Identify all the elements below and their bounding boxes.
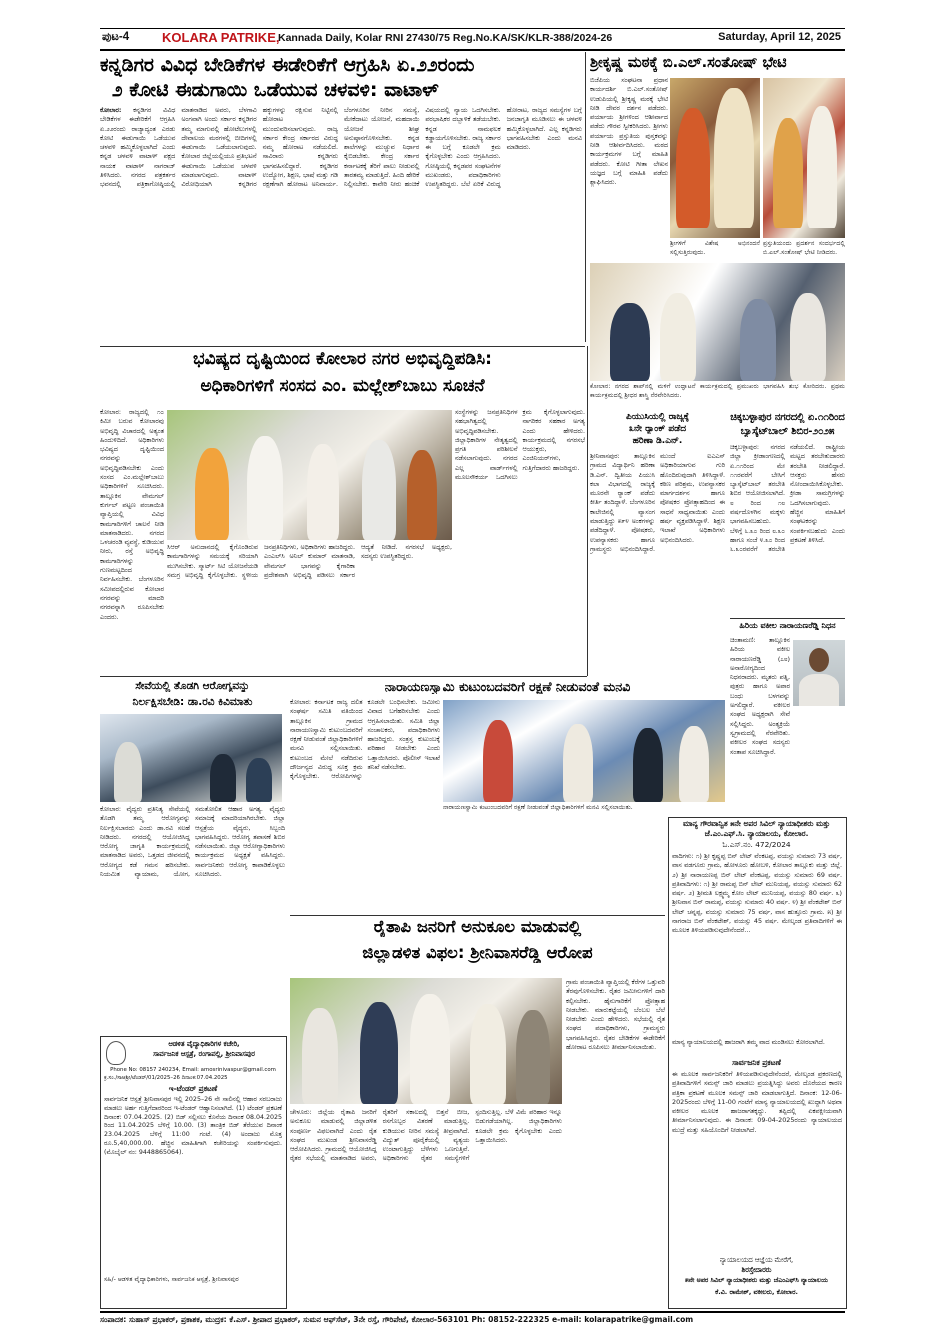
figure-audience [246,758,272,802]
court-notice-court: ೫ನೇ ಅಪರ ಸಿವಿಲ್ ನ್ಯಾಯಾಧೀಶರು ಮತ್ತು ಜೆಎಂಎಫ್‌ಸಿ ನ್ಯಾಯಾಲಯ [685,1276,828,1284]
story3-headline-line1: ಭವಿಷ್ಯದ ದೃಷ್ಟಿಯಿಂದ ಕೋಲಾರ ನಗರ ಅಭಿವೃದ್ಧಿಪಡಿಸಿ: [193,350,492,369]
figure-man [470,1004,506,1104]
figure-man-dark [633,728,663,802]
court-notice-advocate: ಕೆ.ವಿ. ರಾಮೇಶ್, ವಕೀಲರು, ಕೋಲಾರ. [715,1288,798,1296]
story2-photo-swami [670,78,760,238]
story8-headline-line2: ಜಿಲ್ಲಾಡಳಿತ ವಿಫಲ: ಶ್ರೀನಿವಾಸರೆಡ್ಡಿ ಆರೋಪ [362,944,593,962]
figure-official [307,444,339,540]
story7-caption: ನಾರಾಯಣಸ್ವಾಮಿ ಕುಟುಂಬದವರಿಗೆ ರಕ್ಷಣೆ ನೀಡುವಂತೆ ಜಿಲ್ಲಾಧಿಕಾರಿಗಳಿಗೆ ಮನವಿ ಸಲ್ಲಿಸಲಾಯಿತು. [443,804,633,811]
story4-body: ಶ್ರೀನಿವಾಸಪುರ: ತಾಲ್ಲೂಕಿನ ಗ್ರಾಮದ ವಿದ್ಯಾರ್ಥಿನಿ ಹರಿಣಾ ಡಿ.ಎನ್. ದ್ವಿತೀಯ ಪಿಯುಸಿ ಕಲಾ ವಿಭಾಗದಲ್ಲಿ ರಾಜ್ಯಕ್ಕೆ ಮೂರನೇ ರ್‍ಯಾಂಕ್ ಪಡೆದು ಕೀರ್ತಿ ತಂದಿದ್ದಾಳೆ. ಬೆಂಗಳೂರಿನ ಕಾಲೇಜಿನಲ್ಲಿ ವ್ಯಾಸಂಗ ಮಾಡುತ್ತಿದ್ದು ೫೯೪ ಅಂಕಗಳನ್ನು ಪಡೆದಿದ್ದಾಳೆ. ಪೋಷಕರು, ಉಪನ್ಯಾಸಕರು ಹಾಗೂ ಗ್ರಾಮಸ್ಥರು ಅಭಿನಂದಿಸಿದ್ದಾರೆ. ಮುಂದೆ ಐಎಎಸ್ ಅಧಿಕಾರಿಯಾಗುವ ಗುರಿ ಹೊಂದಿರುವುದಾಗಿ ತಿಳಿಸಿದ್ದಾಳೆ. ಕಠಿಣ ಪರಿಶ್ರಮ, ಉಪನ್ಯಾಸಕರ ಮಾರ್ಗದರ್ಶನ ಹಾಗೂ ಪೋಷಕರ ಪ್ರೋತ್ಸಾಹದಿಂದ ಈ ಸಾಧನೆ ಸಾಧ್ಯವಾಯಿತು ಎಂದು ಹರ್ಷ ವ್ಯಕ್ತಪಡಿಸಿದ್ದಾಳೆ. ಶಿಕ್ಷಣ ಇಲಾಖೆ ಅಧಿಕಾರಿಗಳು ಅಭಿನಂದಿಸಿದರು. [590,452,725,553]
story5-headline-line2: ಬ್ಯಾಸ್ಕೆಟ್‌ಬಾಲ್ ಶಿಬಿರ-೨೦೨೫ [740,426,835,437]
government-emblem-icon [106,1041,126,1065]
story1-text: ಕನ್ನಡಿಗರ ವಿವಿಧ ಬೇಡಿಕೆಗಳ ಈಡೇರಿಕೆಗೆ ಆಗ್ರಹಿಸಿ ಏ.೨೨ರಂದು ರಾಜ್ಯಾದ್ಯಂತ ಎರಡು ಕೋಟಿ ಈಡುಗಾಯಿ ಒಡೆಯುವ ಚಳವಳಿ ಹಮ್ಮಿಕೊಳ್ಳಲಾಗಿದೆ ಎಂದು ಕನ್ನಡ ಚಳವಳಿ ವಾಟಾಳ್ ಪಕ್ಷದ ನಾಯಕ ವಾಟಾಳ್ ನಾಗರಾಜ್ ತಿಳಿಸಿದರು. ನಗರದ ಪತ್ರಕರ್ತರ ಭವನದಲ್ಲಿ ಪತ್ರಿಕಾಗೋಷ್ಠಿಯಲ್ಲಿ ಮಾತನಾಡಿದ ಅವರು, ಬೆಳಗಾವಿ ಅಂಗವಾಗಿ ಅಂದು ಸರ್ಕಾರ ಕನ್ನಡಿಗರ ತಮ್ಮ ಮಾಗುವಲ್ಲಿ ಹೋಟೆಲುಗಳಲ್ಲಿ ದೇವಾಲಯ ಮಠಗಳಲ್ಲಿ ಬೀದಿಗಳಲ್ಲಿ ಈಡುಗಾಯಿ ಒಡೆಯಲಾಗುವುದು. ಕೋಲಾರ ಜಿಲ್ಲೆಯಲ್ಲಿಯೂ ಪ್ರತಿಭಟನೆ ಈಡುಗಾಯಿ ಒಡೆಯುವ ಚಳವಳಿ ಮಾಡಲಾಗುವುದು. ವಾಟಾಳ್ ವಿರೋಧಿಯಾಗಿ ಕನ್ನಡಿಗರ ಹಕ್ಕುಗಳನ್ನು ರಕ್ಷಿಸುವ ನಿಟ್ಟಿನಲ್ಲಿ ಹೋರಾಟ ಮುಂದುವರಿಸಲಾಗುವುದು. ರಾಜ್ಯ ಸರ್ಕಾರ ಕೇಂದ್ರ ಸರ್ಕಾರದ ವಿರುದ್ಧ ನಮ್ಮ ಹೋರಾಟ ನಡೆಯಲಿದೆ. ಸಾವಿರಾರು ಕನ್ನಡಿಗರು ಭಾಗವಹಿಸಲಿದ್ದಾರೆ. ಕನ್ನಡಿಗರ ಉದ್ಯೋಗ, ಶಿಕ್ಷಣ, ಭಾಷೆ ಮತ್ತು ಗಡಿ ರಕ್ಷಣೆಗಾಗಿ ಹೋರಾಟ ಅನಿವಾರ್ಯ. ಬೆಂಗಳೂರಿನ ನೀರಿನ ಸಮಸ್ಯೆ, ಮೇಕೆದಾಟು ಯೋಜನೆ, ಮಹದಾಯಿ ಯೋಜನೆ ಶೀಘ್ರ ಅನುಷ್ಠಾನಗೊಳಿಸಬೇಕು. ಕನ್ನಡ ಶಾಲೆಗಳನ್ನು ಮುಚ್ಚುವ ನಿರ್ಧಾರ ಕೈಬಿಡಬೇಕು. ಕೇಂದ್ರ ಸರ್ಕಾರ ಕರ್ನಾಟಕಕ್ಕೆ ತೆರಿಗೆ ಪಾಲು ನೀಡುವಲ್ಲಿ ತಾರತಮ್ಯ ಮಾಡುತ್ತಿದೆ. ಹಿಂದಿ ಹೇರಿಕೆ ನಿಲ್ಲಿಸಬೇಕು. ಕಾವೇರಿ ನೀರು ಹಂಚಿಕೆ ವಿಷಯದಲ್ಲಿ ನ್ಯಾಯ ಒದಗಿಸಬೇಕು. ಪರಭಾಷಿಕರ ದಬ್ಬಾಳಿಕೆ ತಡೆಯಬೇಕು. ಕನ್ನಡ ನಾಮಫಲಕ ಕಡ್ಡಾಯಗೊಳಿಸಬೇಕು. ರಾಜ್ಯ ಸರ್ಕಾರ ಈ ಬಗ್ಗೆ ಕೂಡಲೇ ಕ್ರಮ ಕೈಗೊಳ್ಳಬೇಕು ಎಂದು ಆಗ್ರಹಿಸಿದರು. ಗೋಷ್ಠಿಯಲ್ಲಿ ಕನ್ನಡಪರ ಸಂಘಟನೆಗಳ ಮುಖಂಡರು, ಪದಾಧಿಕಾರಿಗಳು ಉಪಸ್ಥಿತರಿದ್ದರು. ಬೆಲೆ ಏರಿಕೆ ವಿರುದ್ಧ ಹೋರಾಟ, ರಾಜ್ಯದ ಸಮಸ್ಯೆಗಳ ಬಗ್ಗೆ ಜನಜಾಗೃತಿ ಮೂಡಿಸಲು ಈ ಚಳವಳಿ ಹಮ್ಮಿಕೊಳ್ಳಲಾಗಿದೆ. ಎಲ್ಲ ಕನ್ನಡಿಗರು ಭಾಗವಹಿಸಬೇಕು ಎಂದು ಮನವಿ ಮಾಡಿದರು. [100,106,582,189]
story8-text-mid: ವಿದ್ಯುತ್ ಪೂರೈಕೆಯಲ್ಲಿ ವ್ಯತ್ಯಯ ಉಂಟಾಗುತ್ತಿದ್ದು ಬೆಳೆಗಳು ಒಣಗುತ್ತಿವೆ. ಅಧಿಕಾರಿಗಳು ರೈತರ ಸಮಸ್ಯೆಗಳಿಗೆ ಸ್ಪಂದಿಸುತ್ತಿಲ್ಲ. ಬೆಳೆ ವಿಮೆ ಪರಿಹಾರ ಇನ್ನೂ ಬಿಡುಗಡೆಯಾಗಿಲ್ಲ. ಜಿಲ್ಲಾಧಿಕಾರಿಗಳು ಕೂಡಲೇ ಕ್ರಮ ಕೈಗೊಳ್ಳಬೇಕು ಎಂದು ಒತ್ತಾಯಿಸಿದರು. [382,1108,562,1163]
story6-body: ಕೋಲಾರ: ವೈದ್ಯರು ಪ್ರತಿನಿತ್ಯ ಸೇವೆಯಲ್ಲಿ ತೊಡಗಿ ತಮ್ಮ ಆರೋಗ್ಯವನ್ನು ನಿರ್ಲಕ್ಷಿಸಬಾರದು ಎಂದು ಡಾ.ರವಿ ಸಲಹೆ ನೀಡಿದರು. ನಗರದಲ್ಲಿ ಆಯೋಜಿಸಿದ್ದ ಆರೋಗ್ಯ ಜಾಗೃತಿ ಕಾರ್ಯಕ್ರಮದಲ್ಲಿ ಮಾತನಾಡಿದ ಅವರು, ಒತ್ತಡದ ಜೀವನದಲ್ಲಿ ಆರೋಗ್ಯದ ಕಡೆ ಗಮನ ಹರಿಸಬೇಕು. ನಿಯಮಿತ ವ್ಯಾಯಾಮ, ಯೋಗ, ಸಮತೋಲಿತ ಆಹಾರ ಅಗತ್ಯ. ವೈದ್ಯರು ಸಮಾಜಕ್ಕೆ ಮಾದರಿಯಾಗಿರಬೇಕು. ಜಿಲ್ಲಾ ಆಸ್ಪತ್ರೆಯ ವೈದ್ಯರು, ಸಿಬ್ಬಂದಿ ಭಾಗವಹಿಸಿದ್ದರು. ಆರೋಗ್ಯ ತಪಾಸಣೆ ಶಿಬಿರ ನಡೆಸಲಾಯಿತು. ಜಿಲ್ಲಾ ಆರೋಗ್ಯಾಧಿಕಾರಿಗಳು ಕಾರ್ಯಕ್ರಮದ ಅಧ್ಯಕ್ಷತೆ ವಹಿಸಿದ್ದರು. ಸಾರ್ವಜನಿಕರು ಆರೋಗ್ಯ ಕಾಪಾಡಿಕೊಳ್ಳಲು ಸೂಚಿಸಿದರು. [100,805,285,879]
story4-headline-line3: ಹರಿಣಾ ಡಿ.ಎನ್. [632,436,683,446]
court-notice-body: ವಾದಿಗಳು: ೧) ಶ್ರೀ ಕೃಷ್ಣಪ್ಪ ಬಿನ್ ಲೇಟ್ ವೆಂಕಟಪ್ಪ, ವಯಸ್ಸು ಸುಮಾರು 73 ವರ್ಷ, ವಾಸ ವಡಗೂರು ಗ್ರಾಮ, ಹೋಳೂರು ಹೋಬಳಿ, ಕೋಲಾರ ತಾಲ್ಲೂಕು ಮತ್ತು ಜಿಲ್ಲೆ. ೨) ಶ್ರೀ ನಾರಾಯಣಪ್ಪ ಬಿನ್ ಲೇಟ್ ವೆಂಕಟಪ್ಪ, ವಯಸ್ಸು ಸುಮಾರು 69 ವರ್ಷ. ಪ್ರತಿವಾದಿಗಳು: ೧) ಶ್ರೀ ರಾಮಪ್ಪ ಬಿನ್ ಲೇಟ್ ಮುನಿಯಪ್ಪ, ವಯಸ್ಸು ಸುಮಾರು 62 ವರ್ಷ. ೨) ಶ್ರೀಮತಿ ಲಕ್ಷ್ಮಮ್ಮ ಕೋಂ ಲೇಟ್ ಮುನಿಯಪ್ಪ, ವಯಸ್ಸು 80 ವರ್ಷ. ೩) ಶ್ರೀನಿವಾಸ ಬಿನ್ ರಾಮಪ್ಪ, ವಯಸ್ಸು ಸುಮಾರು 40 ವರ್ಷ. ೪) ಶ್ರೀ ವೆಂಕಟೇಶ್ ಬಿನ್ ಲೇಟ್ ಚನ್ನಪ್ಪ, ವಯಸ್ಸು ಸುಮಾರು 75 ವರ್ಷ, ವಾಸ ಹುತ್ತೂರು ಗ್ರಾಮ. ೫) ಶ್ರೀ ನಾಗರಾಜ ಬಿನ್ ವೆಂಕಟೇಶ್, ವಯಸ್ಸು 45 ವರ್ಷ. ಮೇಲ್ಕಂಡ ಪ್ರತಿವಾದಿಗಳಿಗೆ ಈ ಮೂಲಕ ತಿಳಿಯಪಡಿಸುವುದೇನೆಂದರೆ... [672,852,842,935]
section-divider [290,915,665,916]
tender-ref: ಕ್ರ.ಸಂ./ಸಾಆಶ್ರೀ/ಟೆಂಡರ್/01/2025–26 ದಿನಾಂಕ:07.04.2025 [104,1075,228,1081]
story3-body-left: ಕೋಲಾರ: ರಾಜ್ಯದಲ್ಲಿ ೧೦ ಕಿಮೀ ಬರುವ ಕೋಲಾರವು ಅಭಿವೃದ್ಧಿ ವಿಚಾರದಲ್ಲಿ ಅತ್ಯಂತ ಹಿಂದುಳಿದಿದೆ. ಅಧಿಕಾರಿಗಳು ಭವಿಷ್ಯದ ದೃಷ್ಟಿಯಿಂದ ನಗರವನ್ನು ಅಭಿವೃದ್ಧಿಪಡಿಸಬೇಕು ಎಂದು ಸಂಸದ ಎಂ.ಮಲ್ಲೇಶ್‌ಬಾಬು ಅಧಿಕಾರಿಗಳಿಗೆ ಸೂಚಿಸಿದರು. ತಾಲ್ಲೂಕಿನ ವೇಮಗಲ್ ಕುರ್ಗಲ್ ಪಟ್ಟಣ ಪಂಚಾಯಿತಿ ವ್ಯಾಪ್ತಿಯಲ್ಲಿ ವಿವಿಧ ಕಾಮಗಾರಿಗಳಿಗೆ ಚಾಲನೆ ನೀಡಿ ಮಾತನಾಡಿದರು. ನಗರದ ಒಳಚರಂಡಿ ವ್ಯವಸ್ಥೆ, ಕುಡಿಯುವ ನೀರು, ರಸ್ತೆ ಅಭಿವೃದ್ಧಿ ಕಾಮಗಾರಿಗಳನ್ನು ಗುಣಮಟ್ಟದಿಂದ ನಿರ್ವಹಿಸಬೇಕು. ಬೆಂಗಳೂರಿನ ಸಮೀಪದಲ್ಲಿರುವ ಕೋಲಾರ ನಗರವನ್ನು ಮಾದರಿ ನಗರವನ್ನಾಗಿ ರೂಪಿಸಬೇಕು ಎಂದರು. [100,408,164,621]
masthead [100,28,845,51]
portrait-shirt [799,674,839,706]
figure-elder [516,1010,550,1104]
story5-body: ಚಿಕ್ಕಬಳ್ಳಾಪುರ: ನಗರದ ಜಿಲ್ಲಾ ಕ್ರೀಡಾಂಗಣದಲ್ಲಿ ಏ.೧೧ರಿಂದ ಮೇ ೧೧ರವರೆಗೆ ಬೇಸಿಗೆ ಬ್ಯಾಸ್ಕೆಟ್‌ಬಾಲ್ ತರಬೇತಿ ಶಿಬಿರ ಆಯೋಜಿಸಲಾಗಿದೆ. ೮ ರಿಂದ ೧೮ ವರ್ಷದೊಳಗಿನ ಮಕ್ಕಳು ಭಾಗವಹಿಸಬಹುದು. ಬೆಳಿಗ್ಗೆ ೬.೩೦ ರಿಂದ ೮.೩೦ ಹಾಗೂ ಸಂಜೆ ೪.೩೦ ರಿಂದ ೬.೩೦ರವರೆಗೆ ತರಬೇತಿ ನಡೆಯಲಿದೆ. ರಾಷ್ಟ್ರೀಯ ಮಟ್ಟದ ತರಬೇತುದಾರರು ತರಬೇತಿ ನೀಡಲಿದ್ದಾರೆ. ಆಸಕ್ತರು ಹೆಸರು ನೋಂದಾಯಿಸಿಕೊಳ್ಳಬೇಕು. ಕ್ರೀಡಾ ಸಾಮಗ್ರಿಗಳನ್ನು ಒದಗಿಸಲಾಗುವುದು. ಹೆಚ್ಚಿನ ಮಾಹಿತಿಗೆ ಸಂಘಟಕರನ್ನು ಸಂಪರ್ಕಿಸಬಹುದು ಎಂದು ಪ್ರಕಟಣೆ ತಿಳಿಸಿದೆ. [730,443,845,554]
figure-man [302,1008,338,1104]
story7-headline: ನಾರಾಯಣಸ್ವಾಮಿ ಕುಟುಂಬದವರಿಗೆ ರಕ್ಷಣೆ ನೀಡುವಂತೆ ಮನವಿ [384,680,631,694]
figure-suit [610,303,650,381]
story3-photo [167,410,452,540]
newspaper-info: Kannada Daily, Kolar RNI 27430/75 Reg.No.KA/SK/KLR-388/2024-26 [278,32,613,44]
story8-headline-line1: ರೈತಾಪಿ ಜನರಿಗೆ ಅನುಕೂಲ ಮಾಡುವಲ್ಲಿ [373,918,582,936]
story1-headline-line2: ೨ ಕೋಟಿ ಈಡುಗಾಯಿ ಒಡೆಯುವ ಚಳವಳಿ: ವಾಟಾಳ್ [112,80,439,101]
story3-body-mid: ಸಿಆರ್ ಅನುದಾನದಲ್ಲಿ ಕೈಗೊಂಡಿರುವ ಕಾಮಗಾರಿಗಳನ್ನು ಸಮಯಕ್ಕೆ ಸರಿಯಾಗಿ ಮುಗಿಸಬೇಕು. ಸ್ಮಾರ್ಟ್ ಸಿಟಿ ಯೋಜನೆಯಡಿ ಸಮಗ್ರ ಅಭಿವೃದ್ಧಿ ಕೈಗೊಳ್ಳಬೇಕು. ಸ್ಥಳೀಯ ಜನಪ್ರತಿನಿಧಿಗಳು, ಅಧಿಕಾರಿಗಳು ಹಾಜರಿದ್ದರು. ಎಂಎಲ್‌ಸಿ ಅನಿಲ್ ಕುಮಾರ್ ಮಾತನಾಡಿ, ವೇಮಗಲ್ ಭಾಗವನ್ನು ಕೈಗಾರಿಕಾ ಪ್ರದೇಶವಾಗಿ ಅಭಿವೃದ್ಧಿ ಪಡಿಸಲು ಸರ್ಕಾರ ಆದ್ಯತೆ ನೀಡಿದೆ. ನಗರಸಭೆ ಅಧ್ಯಕ್ಷರು, ಸದಸ್ಯರು ಉಪಸ್ಥಿತರಿದ್ದರು. [167,543,452,579]
story8-text-r1: ಗ್ರಾಮ ಪಂಚಾಯಿತಿ ವ್ಯಾಪ್ತಿಯಲ್ಲಿ ಕೆರೆಗಳ ಒತ್ತುವರಿ ತೆರವುಗೊಳಿಸಬೇಕು. ರೈತರ ಜಮೀನುಗಳಿಗೆ ದಾರಿ ಕಲ್ಪಿಸಬೇಕು. ಹೈನುಗಾರಿಕೆಗೆ ಪ್ರೋತ್ಸಾಹ ನೀಡಬೇಕು. ಮಾರುಕಟ್ಟೆಯಲ್ಲಿ ಬೆಂಬಲ ಬೆಲೆ ನೀಡಬೇಕು ಎಂದು ಹೇಳಿದರು. [566,978,665,1024]
court-notice-subtitle: ಸಾರ್ವಜನಿಕ ಪ್ರಕಟಣೆ [732,1058,781,1067]
court-notice-sign: ನ್ಯಾಯಾಲಯದ ಆಜ್ಞೆಯ ಮೇರೆಗೆ, [719,1256,794,1264]
figure-dhoti [660,293,696,381]
figure-priest [807,106,837,228]
court-notice-body2: ಈ ಮೂಲಕ ಸಾರ್ವಜನಿಕರಿಗೆ ತಿಳಿಯಪಡಿಸುವುದೇನೆಂದರೆ, ಮೇಲ್ಕಂಡ ಪ್ರಕರಣದಲ್ಲಿ ಪ್ರತಿವಾದಿಗಳಿಗೆ ಸಮನ್ಸ್ ಜಾರಿ ಮಾಡಲು ಪ್ರಯತ್ನಿಸಿದ್ದು ಅವರು ದೊರೆಯದ ಕಾರಣ ಪತ್ರಿಕಾ ಪ್ರಕಟಣೆ ಮೂಲಕ ಸಮನ್ಸ್ ಜಾರಿ ಮಾಡಲಾಗುತ್ತಿದೆ. ದಿನಾಂಕ: 12-06-2025ರಂದು ಬೆಳಿಗ್ಗೆ 11-00 ಗಂಟೆಗೆ ಮಾನ್ಯ ನ್ಯಾಯಾಲಯದಲ್ಲಿ ಖುದ್ದಾಗಿ ಅಥವಾ ವಕೀಲರ ಮೂಲಕ ಹಾಜರಾಗತಕ್ಕದ್ದು. ತಪ್ಪಿದಲ್ಲಿ ಏಕಪಕ್ಷೀಯವಾಗಿ ತೀರ್ಮಾನಿಸಲಾಗುವುದು. ಈ ದಿನಾಂಕ: 09-04-2025ರಂದು ನ್ಯಾಯಾಲಯದ ಮುದ್ರೆ ಮತ್ತು ಸಹಿಯೊಂದಿಗೆ ನೀಡಲಾಗಿದೆ. [672,1070,842,1134]
figure-audience [210,754,236,802]
court-notice-officer: ಶಿರಸ್ತೇದಾರರು [741,1266,772,1274]
story3-body-right: ಸಂಸ್ಥೆಗಳನ್ನು ಜನಪ್ರತಿನಿಧಿಗಳ ಸಹಭಾಗಿತ್ವದಲ್ಲಿ ಅಭಿವೃದ್ಧಿಪಡಿಸಬೇಕು. ಜಿಲ್ಲಾಧಿಕಾರಿಗಳ ನೇತೃತ್ವದಲ್ಲಿ ಪ್ರಗತಿ ಪರಿಶೀಲನೆ ನಡೆಸಲಾಗುವುದು. ನಗರದ ಎಲ್ಲ ವಾರ್ಡ್‌ಗಳಲ್ಲಿ ಮೂಲಸೌಕರ್ಯ ಒದಗಿಸಲು ಕ್ರಮ ಕೈಗೊಳ್ಳಲಾಗುವುದು. ನಾಗರಿಕರ ಸಹಕಾರ ಅಗತ್ಯ ಎಂದು ಹೇಳಿದರು. ಕಾರ್ಯಕ್ರಮದಲ್ಲಿ ನಗರಸಭೆ ಆಯುಕ್ತರು, ಎಂಜಿನಿಯರ್‌ಗಳು, ಗುತ್ತಿಗೆದಾರರು ಹಾಜರಿದ್ದರು. [455,408,585,482]
story4-headline-line2: ೩ನೇ ರ್‍ಯಾಂಕ್ ಪಡೆದ [628,424,687,434]
figure-man [563,724,593,802]
newspaper-name: KOLARA PATRIKE, [162,30,280,45]
story2-caption-left: ಶ್ರೀಗಳಿಗೆ ವಿಶೇಷ ಅಭಿನಂದನೆ ಸಲ್ಲಿಸುತ್ತಿರುವುದು. [670,240,760,256]
publication-date: Saturday, April 12, 2025 [718,31,841,43]
court-notice-plea: ಮಾನ್ಯ ನ್ಯಾಯಾಲಯದಲ್ಲಿ ಹಾಜರಾಗಿ ತಮ್ಮ ವಾದ ಮಂಡಿಸಲು ಕೋರಲಾಗಿದೆ. [672,1038,825,1046]
portrait-face [809,648,829,672]
column-divider [587,346,588,676]
story6-headline-line2: ನಿರ್ಲಕ್ಷಿಸಬೇಡಿ: ಡಾ.ರವಿ ಕಿವಿಮಾತು [132,696,253,708]
story2-body-left: ಬಿಜೆಪಿಯ ಸಂಘಟನಾ ಪ್ರಧಾನ ಕಾರ್ಯದರ್ಶಿ ಬಿ.ಎಲ್.ಸಂತೋಷ್ ಉಡುಪಿಯಲ್ಲಿ ಶ್ರೀಕೃಷ್ಣ ಮಠಕ್ಕೆ ಭೇಟಿ ನೀಡಿ ದೇವರ ದರ್ಶನ ಪಡೆದರು. ಪರ್ಯಾಯ ಶ್ರೀಗಳಿಂದ ಆಶೀರ್ವಾದ ಪಡೆದು ಗೌರವ ಸ್ವೀಕರಿಸಿದರು. ಶ್ರೀಗಳು ಪರ್ಯಾಯ ಪ್ರಸ್ತುತಿಯ ಪುಸ್ತಕವನ್ನು ನೀಡಿ ಆಶೀರ್ವದಿಸಿದರು. ಮಠದ ಕಾರ್ಯಕ್ರಮಗಳ ಬಗ್ಗೆ ಮಾಹಿತಿ ಪಡೆದರು. ಕೋಟಿ ಗೀತಾ ಲೇಖನ ಯಜ್ಞದ ಬಗ್ಗೆ ಮಾಹಿತಿ ಪಡೆದು ಶ್ಲಾಘಿಸಿದರು. [590,76,668,187]
court-notice-case: ಓ.ಎಸ್.ನಂ. 472/2024 [722,840,791,849]
story5-headline-line1: ಚಿಕ್ಕಬಳ್ಳಾಪುರ ನಗರದಲ್ಲಿ ಏ.೧೧ರಿಂದ [730,412,845,423]
page-number: ಪುಟ-4 [102,31,130,43]
story3-headline-line2: ಅಧಿಕಾರಿಗಳಿಗೆ ಸಂಸದ ಎಂ. ಮಲ್ಲೇಶ್‌ಬಾಬು ಸೂಚನೆ [200,377,485,396]
story1-headline-line1: ಕನ್ನಡಿಗರ ವಿವಿಧ ಬೇಡಿಕೆಗಳ ಈಡೇರಿಕೆಗೆ ಆಗ್ರಹಿಸಿ ಏ.೨೨ರಂದು [100,55,475,76]
story8-body-right [566,978,665,1308]
story2-caption-right: ಪ್ರಸ್ತುತಿಯಂದು ಪ್ರದರ್ಶನ ಸಂದರ್ಭದಲ್ಲಿ ಬಿ.ಎಲ್.ಸಂತೋಷ್ ಭೇಟಿ ನೀಡಿದರು. [763,240,845,256]
story8-text-left: ಚೇಳೂರು: ಜಿಲ್ಲೆಯ ರೈತಾಪಿ ಜನರಿಗೆ ಅನುಕೂಲ ಮಾಡುವಲ್ಲಿ ಜಿಲ್ಲಾಡಳಿತ ಸಂಪೂರ್ಣ ವಿಫಲವಾಗಿದೆ ಎಂದು ರೈತ ಸಂಘದ ಮುಖಂಡ ಶ್ರೀನಿವಾಸರೆಡ್ಡಿ ಆರೋಪಿಸಿದರು. ಗ್ರಾಮದಲ್ಲಿ ಆಯೋಜಿಸಿದ್ದ ರೈತರ ಸಭೆಯಲ್ಲಿ ಮಾತನಾಡಿದ ಅವರು, ರೈತರಿಗೆ ಸಕಾಲದಲ್ಲಿ ಬಿತ್ತನೆ ಬೀಜ, ರಸಗೊಬ್ಬರ ವಿತರಣೆ ಮಾಡುತ್ತಿಲ್ಲ. ಕುಡಿಯುವ ನೀರಿನ ಸಮಸ್ಯೆ ತೀವ್ರವಾಗಿದೆ. [290,1108,470,1163]
story8-photo [290,978,562,1104]
shop-opening-photo [590,263,845,381]
figure-woman [195,448,229,540]
section-divider [730,618,845,619]
figure-man-dark [360,1002,398,1104]
figure-saffron [676,108,710,228]
figure-mp [247,436,283,540]
section-divider [100,346,585,347]
section-divider [100,676,587,677]
story4-headline-line1: ಪಿಯುಸಿಯಲ್ಲಿ ರಾಜ್ಯಕ್ಕೆ [625,412,690,422]
figure-leader [410,994,450,1104]
tender-org-line1: ಆಡಳಿತ ವೈದ್ಯಾಧಿಕಾರಿಗಳ ಕಚೇರಿ, [168,1040,240,1048]
story8-body [290,1108,562,1308]
footer-imprint: ಸಂಪಾದಕ: ಸುಹಾಸ್ ಪ್ರಭಾಕರ್, ಪ್ರಕಾಶಕ, ಮುದ್ರಕ: ಕೆ.ಎಸ್. ಶ್ರೀಪಾದ ಪ್ರಭಾಕರ್, ಸುಮನ ಆಫ್‌ಸೆಟ್, 3ನೇ ರಸ್ತೆ, ಗೌರಿಪೇಟೆ, ಕೋಲಾರ-563101 Ph: 08152-222325 e-mail: kolarapatrike@gmail.com [100,1311,845,1327]
story7-body: ಕೋಲಾರ: ಕರ್ನಾಟಕ ರಾಜ್ಯ ದಲಿತ ಸಂಘರ್ಷ ಸಮಿತಿ ವತಿಯಿಂದ ತಾಲ್ಲೂಕಿನ ಗ್ರಾಮದ ನಾರಾಯಣಸ್ವಾಮಿ ಕುಟುಂಬದವರಿಗೆ ರಕ್ಷಣೆ ನೀಡುವಂತೆ ಜಿಲ್ಲಾಧಿಕಾರಿಗಳಿಗೆ ಮನವಿ ಸಲ್ಲಿಸಲಾಯಿತು. ಕುಟುಂಬದ ಮೇಲೆ ನಡೆದಿರುವ ದೌರ್ಜನ್ಯದ ವಿರುದ್ಧ ಸೂಕ್ತ ಕ್ರಮ ಕೈಗೊಳ್ಳಬೇಕು. ಆರೋಪಿಗಳನ್ನು ಕೂಡಲೇ ಬಂಧಿಸಬೇಕು. ಜಮೀನು ವಿವಾದ ಬಗೆಹರಿಸಬೇಕು ಎಂದು ಆಗ್ರಹಿಸಲಾಯಿತು. ಸಮಿತಿ ಜಿಲ್ಲಾ ಸಂಚಾಲಕರು, ಪದಾಧಿಕಾರಿಗಳು ಹಾಜರಿದ್ದರು. ಸಂತ್ರಸ್ತ ಕುಟುಂಬಕ್ಕೆ ಪರಿಹಾರ ನೀಡಬೇಕು ಎಂದು ಒತ್ತಾಯಿಸಿದರು. ಪೊಲೀಸ್ ಇಲಾಖೆ ತನಿಖೆ ನಡೆಸಬೇಕು. [290,698,440,781]
figure-shirt [740,299,776,381]
tender-body: ಸಾರ್ವಜನಿಕ ಆಸ್ಪತ್ರೆ ಶ್ರೀನಿವಾಸಪುರ ಇಲ್ಲಿ 2025–26 ನೇ ಸಾಲಿನಲ್ಲಿ ಆಹಾರ ಸರಬರಾಜು ಮಾಡಲು ಅರ್ಹ ಗುತ್ತಿಗೆದಾರರಿಂದ ಇ-ಟೆಂಡರ್ ಆಹ್ವಾನಿಸಲಾಗಿದೆ. (1) ಟೆಂಡರ್ ಪ್ರಕಟಣೆ ದಿನಾಂಕ: 07.04.2025. (2) ಬಿಡ್ ಸಲ್ಲಿಸಲು ಕೊನೆಯ ದಿನಾಂಕ 08.04.2025 ರಿಂದ 11.04.2025 ಬೆಳಿಗ್ಗೆ 10.00. (3) ತಾಂತ್ರಿಕ ಬಿಡ್ ತೆರೆಯುವ ದಿನಾಂಕ 23.04.2025 ಬೆಳಿಗ್ಗೆ 11:00 ಗಂಟೆ. (4) ಅಂದಾಜು ಮೊತ್ತ ರೂ.5,40,000.00. ಹೆಚ್ಚಿನ ಮಾಹಿತಿಗಾಗಿ ಕಚೇರಿಯನ್ನು ಸಂಪರ್ಕಿಸುವುದು. (ಮೊಬೈಲ್ ನಂ: 9448865064). [104,1096,282,1156]
court-notice-title: ಮಾನ್ಯ ಗೌರವಾನ್ವಿತ ೫ನೇ ಅಪರ ಸಿವಿಲ್ ನ್ಯಾಯಾಧೀಶರು ಮತ್ತು ಜೆ.ಎಂ.ಎಫ್.ಸಿ. ನ್ಯಾಯಾಲಯ, ಕೋಲಾರ. [682,819,831,838]
figure-white-shirt [790,293,826,381]
story2-photo-temple [763,78,845,238]
figure-white [714,88,754,228]
column-divider [585,52,586,342]
figure-doctor [114,742,142,802]
obituary-portrait [793,640,845,706]
obituary-headline: ಹಿರಿಯ ವಕೀಲ ನಾರಾಯಣರೆಡ್ಡಿ ನಿಧನ [739,621,836,630]
story1-body [100,106,582,342]
tender-phone: Phone No: 08157 240234, Email: amosrinivaspur@gmail.com [110,1067,276,1073]
tender-title: ಇ-ಟೆಂಡರ್ ಪ್ರಕಟಣೆ [168,1084,218,1093]
shop-photo-caption: ಕೋಲಾರ: ನಗರದ ಶಾಪ್‌ನಲ್ಲಿ ಮಳಿಗೆ ಉದ್ಘಾಟನೆ ಕಾರ್ಯಕ್ರಮದಲ್ಲಿ ಪ್ರಮುಖರು ಭಾಗವಹಿಸಿ ಶುಭ ಕೋರಿದರು. ಪ್ರಥಮ ಕಾರ್ಯಕ್ರಮದಲ್ಲಿ ಶ್ರೀಧರ ಶಾಸ್ತ್ರಿ ನೆರವೇರಿಸಿದರು. [590,383,845,399]
story1-dateline: ಕೋಲಾರ: [100,106,122,114]
tender-signature: ಸಹಿ/- ಆಡಳಿತ ವೈದ್ಯಾಧಿಕಾರಿಗಳು, ಸಾರ್ವಜನಿಕ ಆಸ್ಪತ್ರೆ, ಶ್ರೀನಿವಾಸಪುರ [104,1276,239,1283]
story7-photo [443,700,725,802]
figure-officer [483,720,513,802]
story2-headline: ಶ್ರೀಕೃಷ್ಣ ಮಠಕ್ಕೆ ಬಿ.ಎಲ್.ಸಂತೋಷ್ ಭೇಟಿ [590,55,787,71]
story6-photo [100,714,282,802]
tender-org-line2: ಸಾರ್ವಜನಿಕ ಆಸ್ಪತ್ರೆ, ರಂಗಾಪಲ್ಲಿ, ಶ್ರೀನಿವಾಸಪುರ [153,1050,255,1058]
story6-headline-line1: ಸೇವೆಯಲ್ಲಿ ತೊಡಗಿ ಆರೋಗ್ಯವನ್ನು [135,680,250,692]
figure-leader [362,440,396,540]
story8-text-r2: ಸಭೆಯಲ್ಲಿ ರೈತ ಸಂಘದ ಪದಾಧಿಕಾರಿಗಳು, ಗ್ರಾಮಸ್ಥರು ಭಾಗವಹಿಸಿದ್ದರು. ರೈತರ ಬೇಡಿಕೆಗಳ ಈಡೇರಿಕೆಗೆ ಹೋರಾಟ ರೂಪಿಸಲು ತೀರ್ಮಾನಿಸಲಾಯಿತು. [566,1015,665,1052]
figure-orange [773,118,803,228]
obituary-body: ಚಿಂತಾಮಣಿ: ತಾಲ್ಲೂಕಿನ ಹಿರಿಯ ವಕೀಲ ನಾರಾಯಣರೆಡ್ಡಿ (೭೮) ಅನಾರೋಗ್ಯದಿಂದ ನಿಧನರಾದರು. ಮೃತರು ಪತ್ನಿ, ಪುತ್ರರು ಹಾಗೂ ಅಪಾರ ಬಂಧು ಬಳಗವನ್ನು ಅಗಲಿದ್ದಾರೆ. ವಕೀಲರ ಸಂಘದ ಅಧ್ಯಕ್ಷರಾಗಿ ಸೇವೆ ಸಲ್ಲಿಸಿದ್ದರು. ಅಂತ್ಯಕ್ರಿಯೆ ಸ್ವಗ್ರಾಮದಲ್ಲಿ ನೆರವೇರಿತು. ವಕೀಲರ ಸಂಘದ ಸದಸ್ಯರು ಸಂತಾಪ ಸೂಚಿಸಿದ್ದಾರೆ. [730,636,790,756]
figure-orange-shirt [407,450,437,540]
figure-elder [679,726,709,802]
